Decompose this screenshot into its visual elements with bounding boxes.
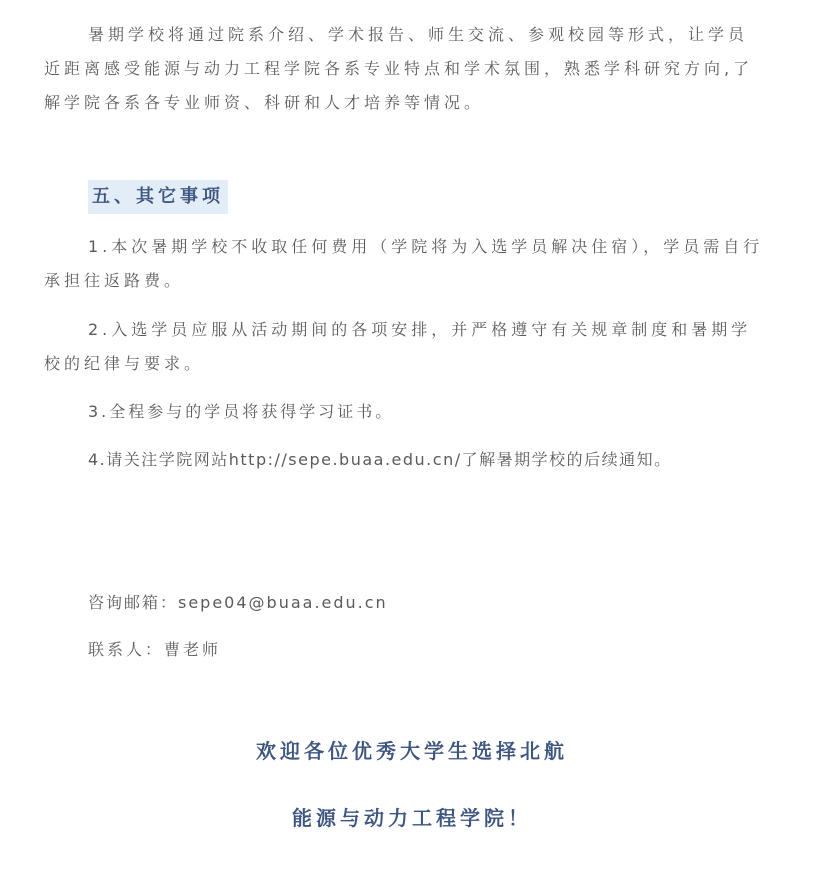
section-heading: 五、其它事项 bbox=[88, 180, 228, 214]
closing-line-2: 能源与动力工程学院！ bbox=[292, 806, 532, 830]
contact-email: 咨询邮箱：sepe04@buaa.edu.cn bbox=[88, 593, 388, 612]
item-4-paragraph: 4.请关注学院网站http://sepe.buaa.edu.cn/了解暑期学校的后续通知。 bbox=[88, 450, 672, 469]
contact-person: 联系人：曹老师 bbox=[88, 640, 222, 659]
item-3-paragraph: 3.全程参与的学员将获得学习证书。 bbox=[88, 402, 395, 421]
item-2-paragraph: 2.入选学员应服从活动期间的各项安排，并严格遵守有关规章制度和暑期学校的纪律与要求。 bbox=[44, 320, 752, 373]
section-heading-wrap bbox=[88, 180, 228, 214]
intro-paragraph: 暑期学校将通过院系介绍、学术报告、师生交流、参观校园等形式，让学员近距离感受能源与动力工程学院各系专业特点和学术氛围，熟悉学科研究方向,了解学院各系各专业师资、科研和人才培养等情况。 bbox=[44, 25, 754, 112]
closing-line-1: 欢迎各位优秀大学生选择北航 bbox=[256, 739, 568, 763]
item-1-paragraph: 1.本次暑期学校不收取任何费用（学院将为入选学员解决住宿），学员需自行承担往返路费。 bbox=[44, 237, 764, 290]
